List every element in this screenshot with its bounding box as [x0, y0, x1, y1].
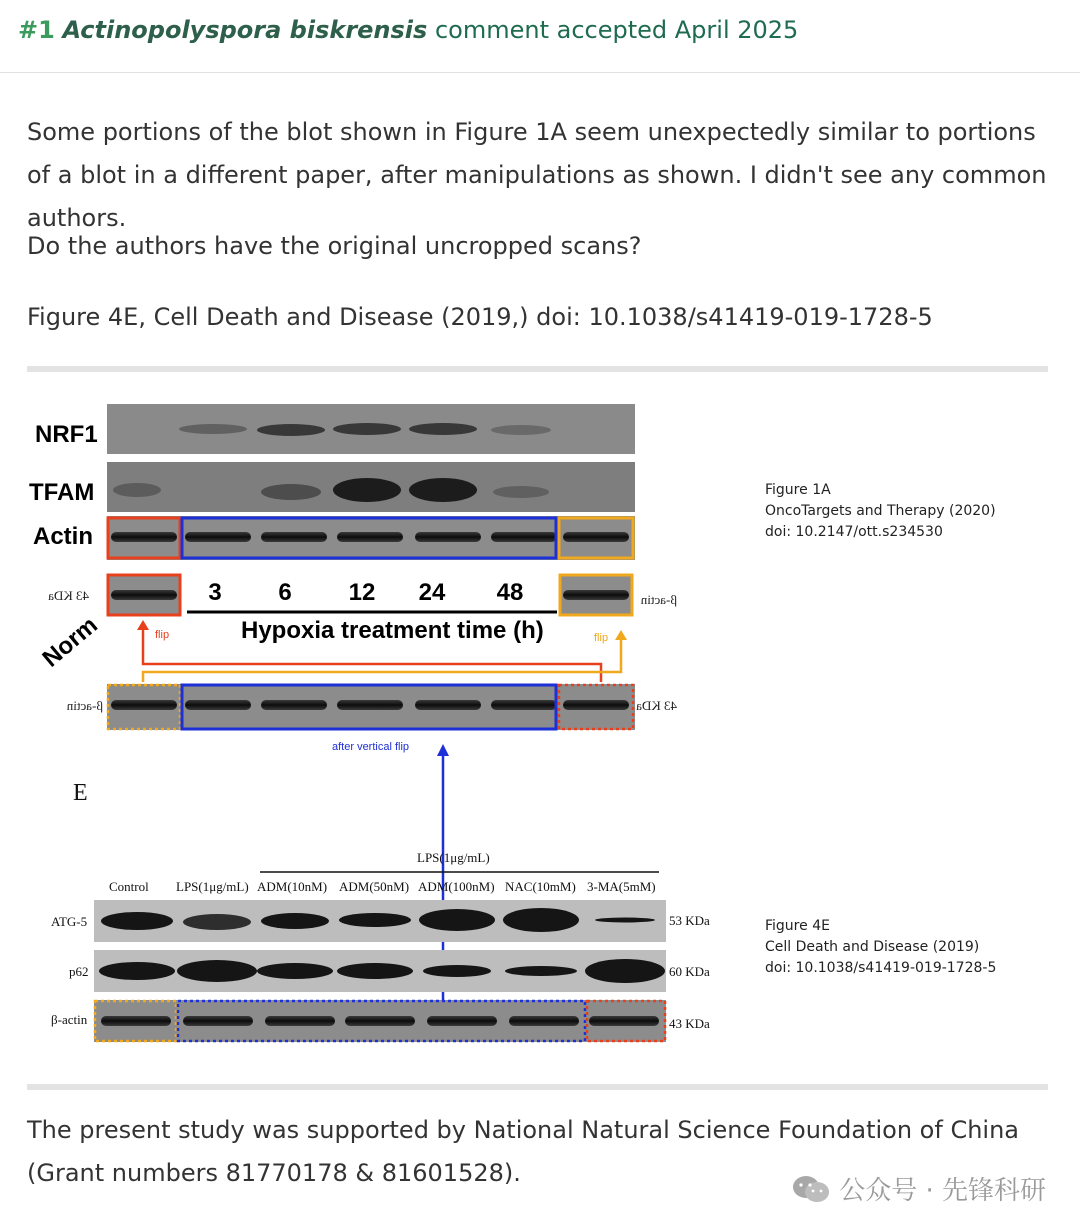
comment-paragraph-1: Some portions of the blot shown in Figure 1A seem unexpectedly similar to portions of a blot in a different paper, after manipulations as shown. I didn't see any common authors. [27, 118, 1047, 232]
norm-label: Norm [37, 611, 103, 673]
column-label-adm100: ADM(100nM) [418, 879, 495, 894]
column-label-control: Control [109, 879, 149, 894]
lane-number-24: 24 [418, 579, 446, 606]
wechat-icon [791, 1174, 831, 1204]
column-label-adm50: ADM(50nM) [339, 879, 410, 894]
comment-title [18, 16, 798, 44]
after-flip-label: after vertical flip [332, 741, 410, 753]
column-label-adm10: ADM(10nM) [257, 879, 328, 894]
comment-paragraph-2: Do the authors have the original uncropped scans? [27, 232, 642, 260]
caption-1a-line2: OncoTargets and Therapy (2020) [765, 503, 996, 519]
row-label-bactin: β-actin [51, 1012, 88, 1027]
mirrored-kda-label-top: 43 KDa [48, 588, 89, 603]
flip-label-red: flip [155, 629, 170, 641]
lane-number-6: 6 [278, 579, 292, 606]
wechat-watermark [791, 1170, 1046, 1207]
mirrored-bactin-label-top: β-actin [640, 592, 677, 607]
commenter-name[interactable]: Actinopolyspora biskrensis [62, 16, 428, 44]
lane-number-12: 12 [348, 579, 376, 606]
kda-label-bactin: 43 KDa [669, 1016, 710, 1031]
row-label-nrf1: NRF1 [35, 421, 98, 448]
hypoxia-axis-title: Hypoxia treatment time (h) [241, 617, 544, 644]
caption-4e-line1: Figure 4E [765, 918, 830, 934]
kda-label-atg5: 53 KDa [669, 913, 710, 928]
comment-header [0, 0, 1080, 73]
row-label-tfam: TFAM [29, 479, 95, 506]
watermark-text: 公众号 · 先锋科研 [839, 1176, 1046, 1206]
comment-number[interactable]: #1 [18, 16, 55, 44]
kda-label-p62: 60 KDa [669, 964, 710, 979]
row-label-atg5: ATG-5 [51, 914, 88, 929]
blot-comparison-image [27, 372, 1048, 1084]
column-label-nac: NAC(10mM) [505, 879, 576, 894]
comment-status: comment accepted April 2025 [434, 16, 799, 44]
panel-letter-e: E [73, 780, 88, 806]
caption-1a-line1: Figure 1A [765, 482, 831, 498]
column-label-3ma: 3-MA(5mM) [587, 879, 656, 894]
lane-number-48: 48 [496, 579, 524, 606]
comparison-figure[interactable] [27, 366, 1048, 1090]
comment-paragraph-3: Figure 4E, Cell Death and Disease (2019,) doi: 10.1038/s41419-019-1728-5 [27, 303, 933, 331]
mirrored-kda-label-bottom: 43 KDa [636, 698, 677, 713]
mirrored-bactin-label-bottom: β-actin [66, 698, 103, 713]
lps-group-label: LPS(1μg/mL) [417, 850, 490, 865]
comment-paragraph-4: The present study was supported by National Natural Science Foundation of China (Grant numbers 81770178 & 81601528). [27, 1116, 1019, 1187]
lane-number-3: 3 [208, 579, 222, 606]
caption-4e-line2: Cell Death and Disease (2019) [765, 939, 980, 955]
caption-1a-line3: doi: 10.2147/ott.s234530 [765, 524, 943, 540]
flip-label-orange: flip [594, 632, 609, 644]
column-label-lps: LPS(1μg/mL) [176, 879, 249, 894]
caption-4e-line3: doi: 10.1038/s41419-019-1728-5 [765, 960, 997, 976]
row-label-p62: p62 [69, 964, 89, 979]
row-label-actin: Actin [33, 523, 93, 550]
